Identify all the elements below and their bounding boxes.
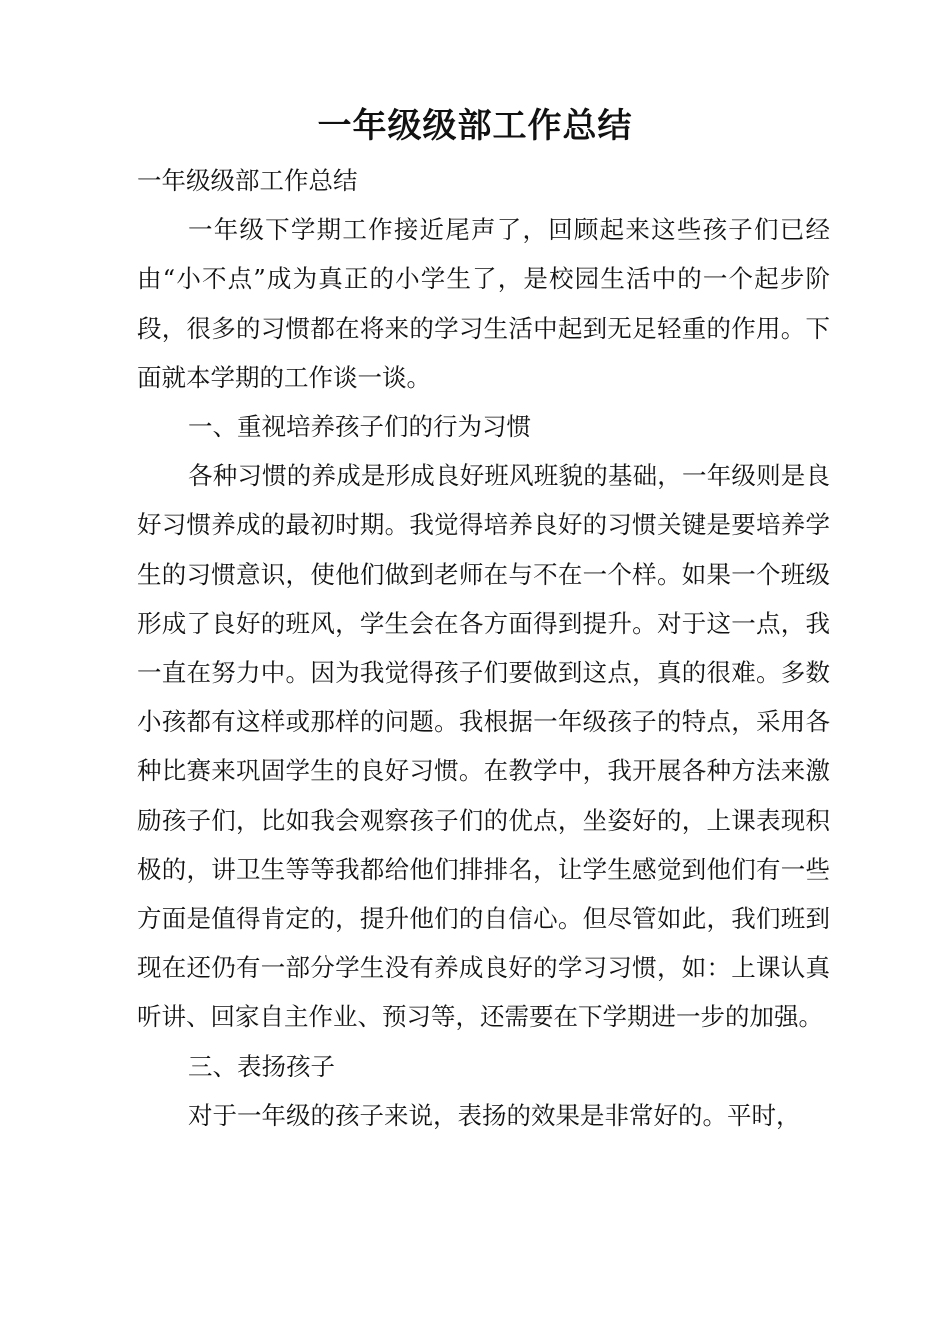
document-body: [137, 156, 830, 1140]
document-title: 一年级级部工作总结: [317, 106, 633, 146]
section-heading-praise: 三、表扬孩子: [188, 1051, 335, 1081]
document-subtitle: 一年级级部工作总结: [137, 166, 358, 195]
paragraph-habits: 各种习惯的养成是形成良好班风班貌的基础，一年级则是良好习惯养成的最初时期。我觉得培养良好的习惯关键是要培养学生的习惯意识，使他们做到老师在与不在一个样。如果一个班级形成了良好的班风，学生会在各方面得到提升。对于这一点，我一直在努力中。因为我觉得孩子们要做到这点，真的很难。多数小孩都有这样或那样的问题。我根据一年级孩子的特点，采用各种比赛来巩固学生的良好习惯。在教学中，我开展各种方法来激励孩子们，比如我会观察孩子们的优点，坐姿好的，上课表现积极的，讲卫生等等我都给他们排排名，让学生感觉到他们有一些方面是值得肯定的，提升他们的自信心。但尽管如此，我们班到现在还仍有一部分学生没有养成良好的学习习惯，如：上课认真听讲、回家自主作业、预习等，还需要在下学期进一步的加强。: [137, 461, 830, 1032]
section-heading-habits: 一、重视培养孩子们的行为习惯: [188, 412, 531, 442]
paragraph-intro: 一年级下学期工作接近尾声了，回顾起来这些孩子们已经由“小不点”成为真正的小学生了，是校园生活中的一个起步阶段，很多的习惯都在将来的学习生活中起到无足轻重的作用。下面就本学期的工作谈一谈。: [137, 215, 830, 392]
paragraph-praise: 对于一年级的孩子来说，表扬的效果是非常好的。平时，: [188, 1100, 801, 1130]
